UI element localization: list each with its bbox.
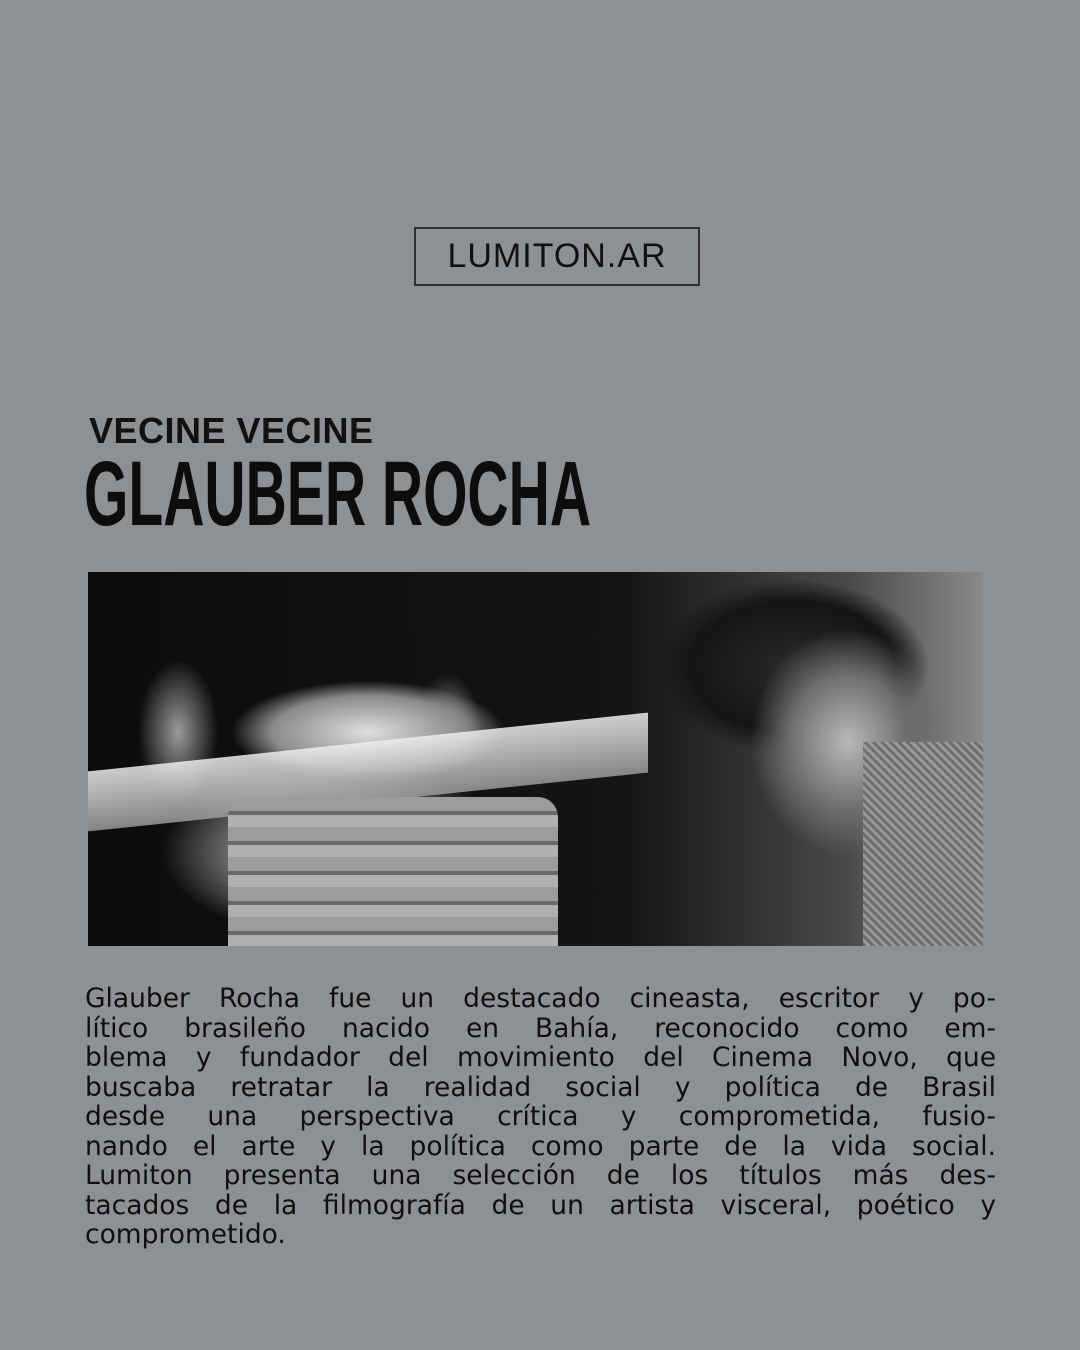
page-title: GLAUBER ROCHA <box>84 443 592 545</box>
section-kicker: VECINE VECINE <box>89 410 374 451</box>
hero-photo <box>88 572 983 946</box>
description-line: lítico brasileño nacido en Bahía, reconocido como em- <box>85 1012 996 1044</box>
photo-film-canister <box>228 797 558 946</box>
description-paragraph <box>85 984 996 1250</box>
description-line: blema y fundador del movimiento del Cinema Novo, que <box>85 1042 996 1073</box>
description-line: nando el arte y la política como parte de la vida social. <box>85 1130 996 1162</box>
description-line: Lumiton presenta una selección de los títulos más des- <box>85 1160 996 1191</box>
lumiton-logo <box>414 227 700 286</box>
photo-jacket <box>863 742 983 946</box>
description-line: Glauber Rocha fue un destacado cineasta, escritor y po- <box>85 983 996 1014</box>
description-line: comprometido. <box>85 1219 286 1250</box>
description-line: buscaba retratar la realidad social y política de Brasil <box>85 1071 996 1103</box>
description-line: tacados de la filmografía de un artista visceral, poético y <box>85 1189 996 1221</box>
logo-text: LUMITON.AR <box>447 237 667 275</box>
description-line: desde una perspectiva crítica y comprometida, fusio- <box>85 1101 996 1132</box>
